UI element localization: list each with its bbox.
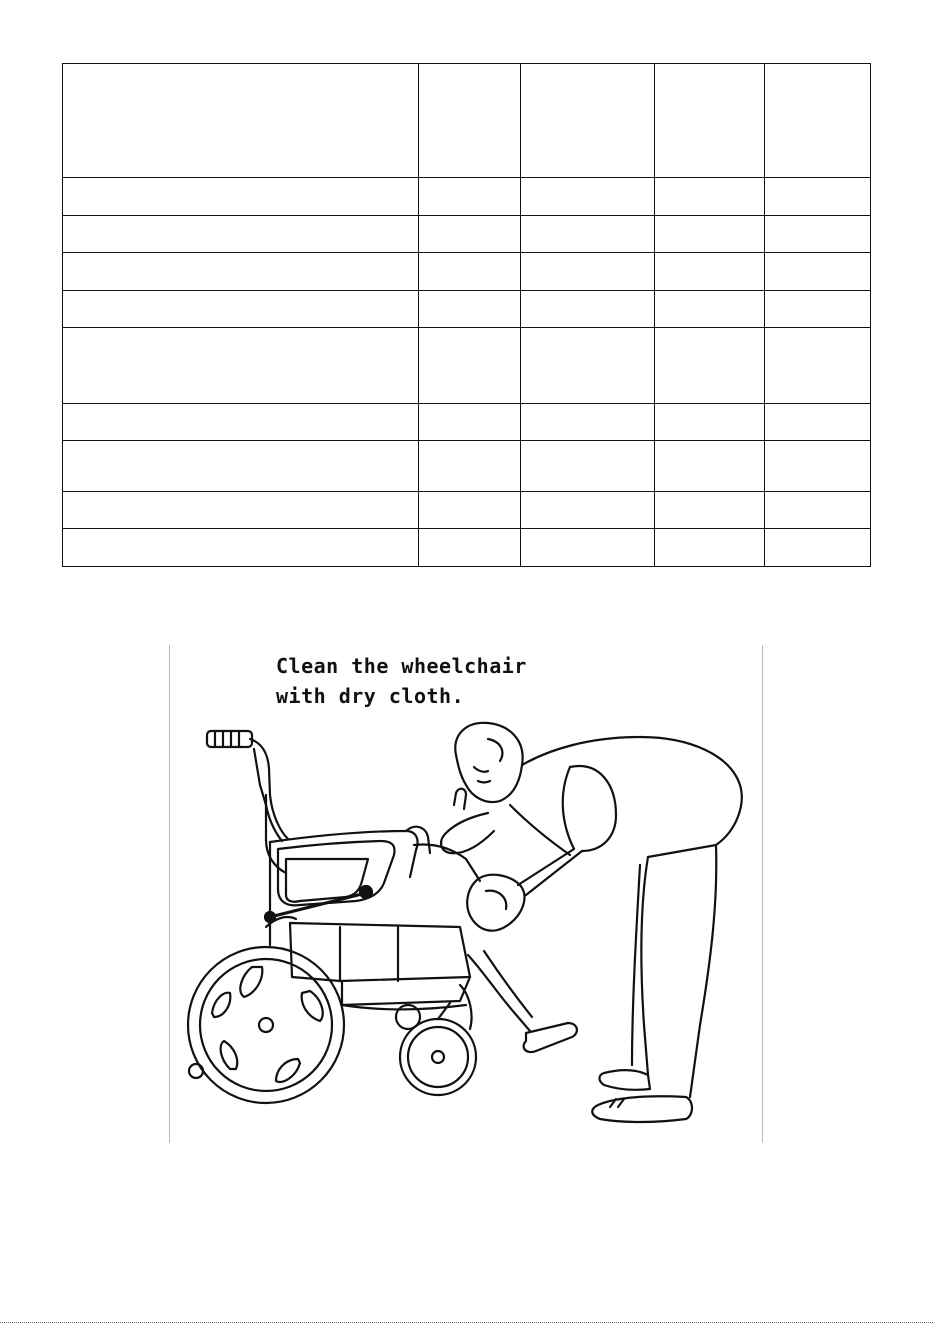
table-cell [765, 328, 871, 403]
table-cell [63, 491, 419, 529]
table-row [63, 328, 871, 403]
table-row [63, 177, 871, 215]
table-cell [521, 253, 655, 291]
table-cell [521, 403, 655, 441]
table-row [63, 441, 871, 492]
table-cell [521, 328, 655, 403]
table-cell [63, 441, 419, 492]
table-cell [765, 403, 871, 441]
table-cell [63, 403, 419, 441]
table-cell [521, 64, 655, 178]
table-cell [765, 253, 871, 291]
person-drawing [441, 723, 742, 1122]
table-cell [419, 64, 521, 178]
page-bottom-rule [0, 1322, 933, 1323]
table-cell [419, 253, 521, 291]
table-row [63, 290, 871, 328]
table-row [63, 215, 871, 253]
table-cell [521, 215, 655, 253]
table-row [63, 529, 871, 567]
table-cell [765, 441, 871, 492]
table-cell [63, 177, 419, 215]
table-cell [419, 215, 521, 253]
table-cell [521, 290, 655, 328]
table-cell [63, 64, 419, 178]
table-cell [419, 328, 521, 403]
table-cell [765, 491, 871, 529]
table-cell [63, 328, 419, 403]
table-cell [419, 529, 521, 567]
table-row [63, 491, 871, 529]
table-cell [655, 441, 765, 492]
wheelchair-cleaning-drawing [170, 645, 762, 1143]
table-cell [655, 177, 765, 215]
table-cell [521, 491, 655, 529]
rear-wheel [188, 947, 344, 1103]
table-cell [419, 441, 521, 492]
caption-line-1: Clean the wheelchair [276, 654, 527, 678]
table-cell [655, 290, 765, 328]
cleaning-illustration [169, 645, 763, 1143]
table-cell [765, 215, 871, 253]
brake-knob [360, 886, 372, 898]
table-cell [765, 529, 871, 567]
table-cell [655, 215, 765, 253]
table-cell [419, 491, 521, 529]
footrest-plate [524, 1023, 577, 1052]
table-cell [655, 253, 765, 291]
table-cell [521, 177, 655, 215]
table-cell [521, 441, 655, 492]
person-torso [522, 737, 742, 857]
back-shoe [600, 1070, 651, 1090]
side-panel [278, 841, 394, 905]
person-front-leg [641, 857, 648, 1075]
caption-line-2: with dry cloth. [276, 684, 465, 708]
front-shoe [592, 1096, 692, 1122]
table-cell [655, 403, 765, 441]
front-caster [400, 1019, 476, 1095]
wheelchair-drawing [188, 731, 577, 1103]
table-cell [419, 290, 521, 328]
push-handle-grip [207, 731, 252, 747]
table-cell [655, 64, 765, 178]
seat-cushion [290, 923, 470, 981]
table-cell [655, 529, 765, 567]
empty-table [62, 63, 871, 567]
table-cell [63, 290, 419, 328]
table-row [63, 64, 871, 178]
table-cell [655, 328, 765, 403]
table-row [63, 253, 871, 291]
table-cell [419, 177, 521, 215]
table-cell [521, 529, 655, 567]
table-cell [765, 290, 871, 328]
table-cell [765, 177, 871, 215]
table-cell [655, 491, 765, 529]
table-cell [63, 253, 419, 291]
table-cell [419, 403, 521, 441]
seat-frame [270, 831, 418, 877]
table-cell [63, 529, 419, 567]
table-cell [765, 64, 871, 178]
cleaning-cloth [467, 875, 524, 931]
table-row [63, 403, 871, 441]
table-cell [63, 215, 419, 253]
